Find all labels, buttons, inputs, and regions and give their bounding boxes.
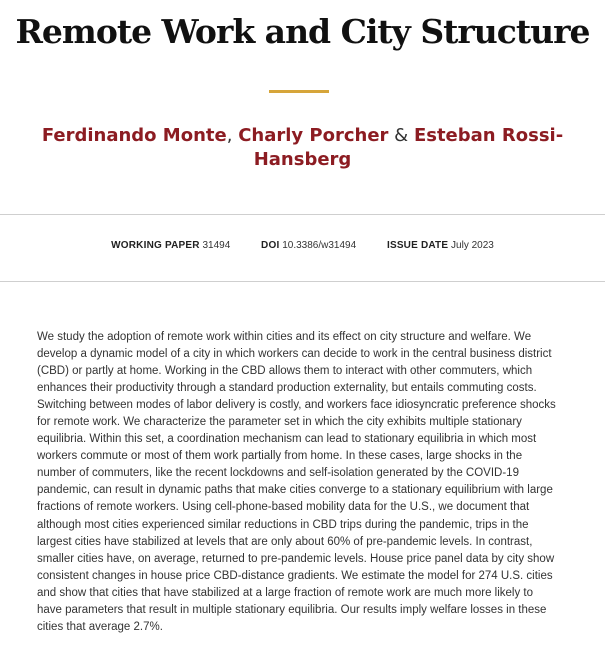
author-link[interactable]: Charly Porcher <box>238 125 389 146</box>
paper-metadata <box>0 240 605 251</box>
divider <box>0 214 605 215</box>
doi-label: DOI <box>261 240 280 251</box>
doi-value[interactable]: 10.3386/w31494 <box>282 240 357 251</box>
working-paper-number: 31494 <box>202 240 231 251</box>
doi-info <box>261 240 356 251</box>
abstract-text: We study the adoption of remote work within cities and its effect on city structure and welfare. We develop a dynamic model of a city in which workers can decide to work in the central business district (CBD) or partly at home. Working in the CBD allows them to interact with other commuters, which enhances their productivity through a standard production externality, but entails commuting costs. Switching between modes of labor delivery is costly, and workers face idiosyncratic preference shocks for remote work. We characterize the parameter set in which the city exhibits multiple stationary equilibria. Within this set, a coordination mechanism can lead to stationary equilibria in which most workers commute or most of them work partially from home. In these cases, large shocks in the number of commuters, like the recent lockdowns and self-isolation generated by the COVID-19 pandemic, can result in dynamic paths that make cities converge to a stationary equilibrium with large fractions of remote workers. Using cell-phone-based mobility data for the U.S., we document that although most cities experienced similar reductions in CBD trips during the pandemic, trips in the largest cities have stabilized at levels that are only about 60% of pre-pandemic levels. In contrast, smaller cities have, on average, returned to pre-pandemic levels. House price panel data by city show consistent changes in house price CBD-distance gradients. We estimate the model for 274 U.S. cities and show that cities that have stabilized at a large fraction of remote work are much more likely to have parameters that result in multiple stationary equilibria. Our results imply welfare losses in these cities that average 2.7%. <box>37 331 556 633</box>
working-paper-label: WORKING PAPER <box>111 240 200 251</box>
author-link[interactable]: Ferdinando Monte <box>41 125 227 146</box>
author-separator: , <box>226 125 233 146</box>
issue-date-value: July 2023 <box>451 240 494 251</box>
paper-title: Remote Work and City Structure <box>15 12 590 51</box>
author-separator: & <box>394 125 409 146</box>
accent-rule <box>269 90 329 93</box>
issue-date-label: ISSUE DATE <box>386 240 449 251</box>
author-list <box>40 124 565 172</box>
working-paper-info <box>111 240 230 251</box>
author-link[interactable]: Esteban Rossi-Hansberg <box>253 125 564 170</box>
divider <box>0 281 605 282</box>
issue-date-info <box>387 240 494 251</box>
